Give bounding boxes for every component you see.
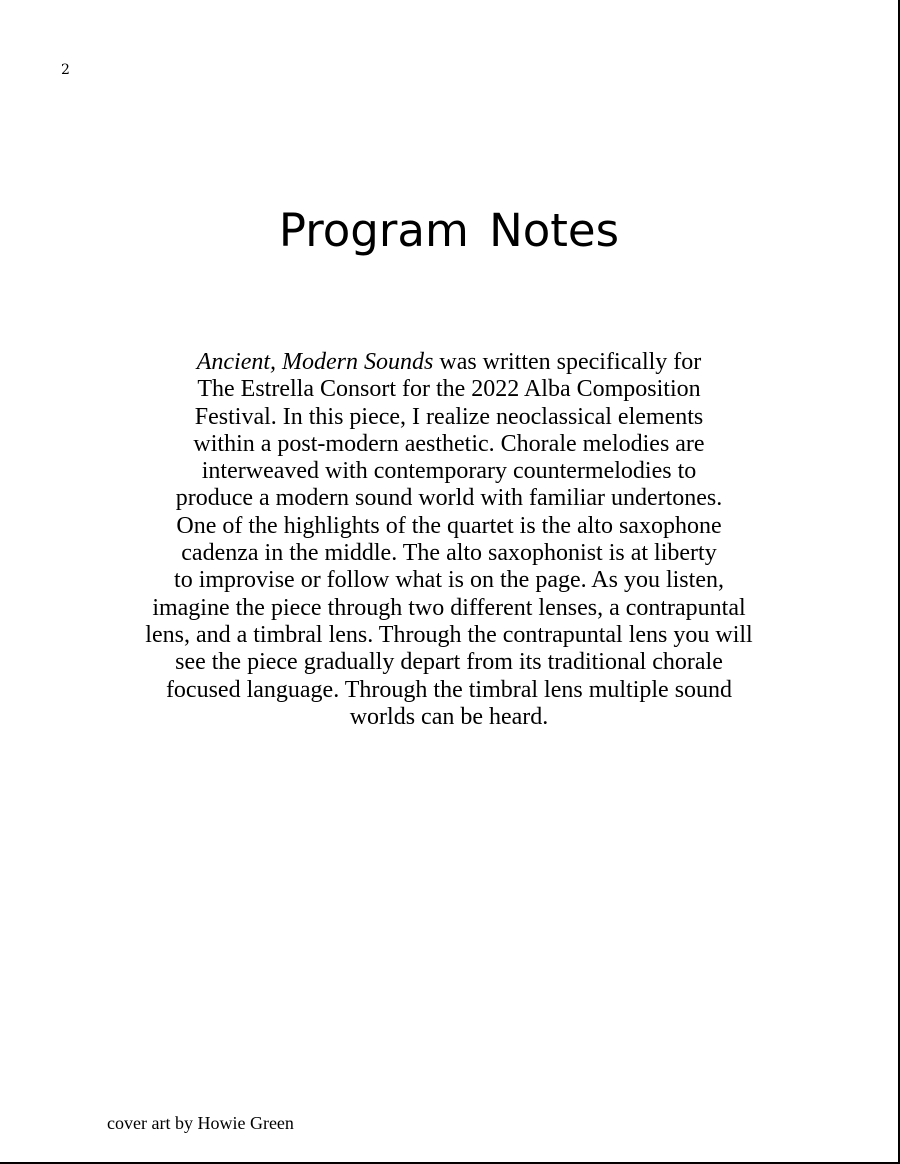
notes-line: Festival. In this piece, I realize neoclassical elements [194,403,704,430]
notes-line: The Estrella Consort for the 2022 Alba Composition [197,376,701,403]
notes-line: worlds can be heard. [349,703,549,730]
notes-line: see the piece gradually depart from its traditional chorale [175,649,723,676]
notes-line: imagine the piece through two different lenses, a contrapuntal [152,594,746,621]
notes-line [40,349,858,376]
program-notes-text [40,349,858,731]
page-number: 2 [61,62,70,78]
notes-line: lens, and a timbral lens. Through the contrapuntal lens you will [145,621,753,648]
notes-line: focused language. Through the timbral lens multiple sound [165,676,733,703]
notes-line: to improvise or follow what is on the page. As you listen, [174,567,724,594]
notes-line: One of the highlights of the quartet is the alto saxophone [176,512,722,539]
cover-art-credit: cover art by Howie Green [107,1113,294,1133]
notes-line: interweaved with contemporary countermelodies to [201,458,697,485]
notes-line: within a post-modern aesthetic. Chorale melodies are [193,430,705,457]
notes-line-text: was written specifically for [433,349,702,375]
page-title: Program Notes [278,204,620,257]
notes-line: produce a modern sound world with familiar undertones. [175,485,723,512]
notes-line: cadenza in the middle. The alto saxophonist is at liberty [181,540,717,567]
work-title: Ancient, Modern Sounds [196,349,434,375]
